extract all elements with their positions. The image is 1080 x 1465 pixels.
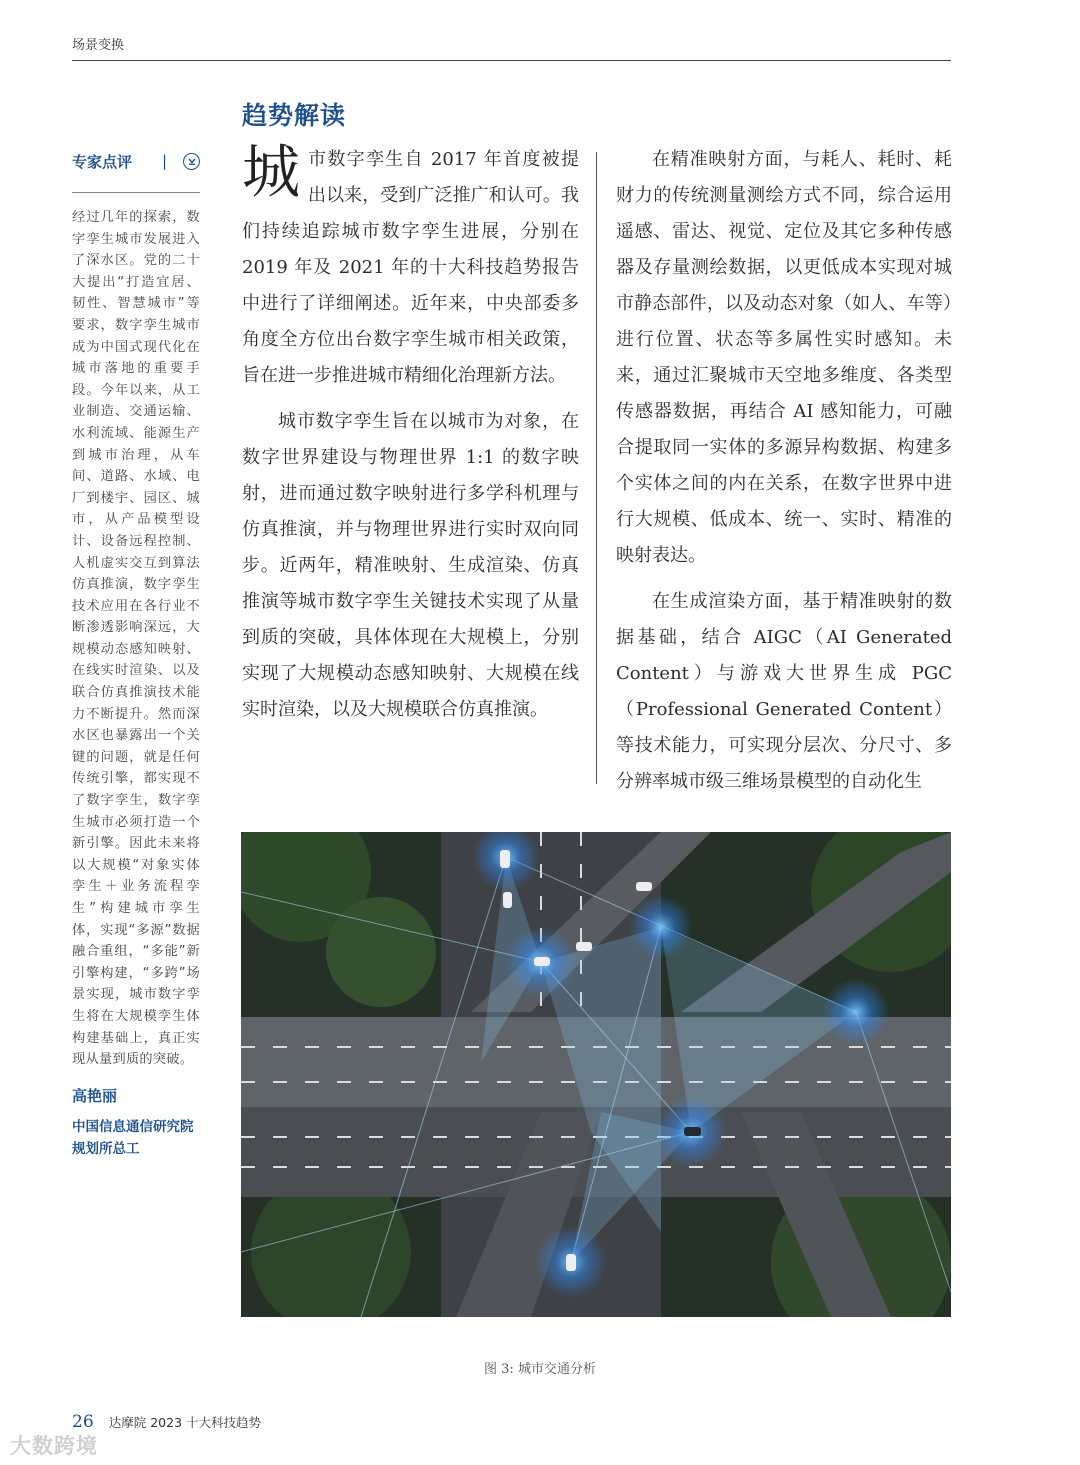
paragraph-3: 在精准映射方面，与耗人、耗时、耗财力的传统测量测绘方式不同，综合运用遥感、雷达、视觉、定位及其它多种传感器及存量测绘数据，以更低成本实现对城市静态部件，以及动态对象（如人、车等）进行位置、状态等多属性实时感知。未来，通过汇聚城市天空地多维度、各类型传感器数据，再结合 AI 感知能力，可融合提取同一实体的多源异构数据、构建多个实体之间的内在关系，在数字世界中进行大规模、低成本、统一、实时、精准的映射表达。 — [616, 149, 952, 566]
sidebar-affiliation: 中国信息通信研究院规划所总工 — [72, 1118, 194, 1157]
aerial-highway-illustration — [241, 832, 951, 1317]
article-column-right — [616, 142, 952, 810]
section-title: 趋势解读 — [242, 101, 347, 130]
paragraph-1 — [242, 138, 579, 394]
publication-name: 达摩院 2023 十大科技趋势 — [108, 1415, 261, 1430]
page-number: 26 — [72, 1412, 94, 1432]
paragraph-2: 城市数字孪生旨在以城市为对象，在数字世界建设与物理世界 1:1 的数字映射，进而通过数字映射进行多学科机理与仿真推演，并与物理世界进行实时双向同步。近两年，精准映射、生成渲染、仿真推演等城市数字孪生关键技术实现了从量到质的突破，具体体现在大规模上，分别实现了大规模动态感知映射、大规模在线实时渲染，以及大规模联合仿真推演。 — [242, 411, 579, 720]
sidebar-author: 高艳丽 — [72, 1086, 118, 1105]
sidebar-body-text: 经过几年的探索，数字孪生城市发展进入了深水区。党的二十大提出“打造宜居、韧性、智慧城市”等要求，数字孪生城市成为中国式现代化在城市落地的重要手段。今年以来，从工业制造、交通运输、水利流域、能源生产到城市治理，从车间、道路、水域、电厂到楼宇、园区、城市，从产品模型设计、设备远程控制、人机虚实交互到算法仿真推演，数字孪生技术应用在各行业不断渗透影响深远，大规模动态感知映射、在线实时渲染、以及联合仿真推演技术能力不断提升。然而深水区也暴露出一个关键的问题，就是任何传统引擎，都实现不了数字孪生，数字孪生城市必须打造一个新引擎。因此未来将以大规模“对象实体孪生＋业务流程孪生”构建城市孪生体，实现“多源”数据融合重组，“多能”新引擎构建，“多跨”场景实现，城市数字孪生将在大规模孪生体构建基础上，真正实现从量到质的突破。 — [72, 210, 200, 1068]
city-traffic-figure — [241, 832, 951, 1317]
running-head: 场景变换 — [72, 38, 125, 53]
dropcap: 城 — [242, 138, 301, 206]
article-column-left — [242, 138, 579, 738]
heading-separator: | — [161, 152, 167, 170]
column-divider — [596, 152, 597, 784]
sidebar-rule — [72, 192, 200, 193]
sidebar-heading-row — [72, 150, 200, 172]
chevron-down-circle-icon — [183, 153, 200, 170]
watermark: 大数跨境 — [10, 1434, 98, 1458]
figure-caption: 图 3: 城市交通分析 — [484, 1362, 596, 1377]
paragraph-4: 在生成渲染方面，基于精准映射的数据基础，结合 AIGC（AI Generated Content）与游戏大世界生成 PGC（Professional Generated Content）等技术能力，可实现分层次、分尺寸、多分辨率城市级三维场景模型的自动化生 — [616, 591, 952, 792]
header-rule — [72, 60, 951, 61]
expert-comment-sidebar — [72, 150, 200, 1160]
page-footer — [72, 1412, 261, 1432]
sidebar-heading: 专家点评 — [72, 152, 133, 171]
paragraph-1-text: 市数字孪生自 2017 年首度被提出以来，受到广泛推广和认可。我们持续追踪城市数字孪生进展，分别在 2019 年及 2021 年的十大科技趋势报告中进行了详细阐述。近年来，中央部委多角度全方位出台数字孪生城市相关政策，旨在进一步推进城市精细化治理新方法。 — [242, 149, 579, 386]
